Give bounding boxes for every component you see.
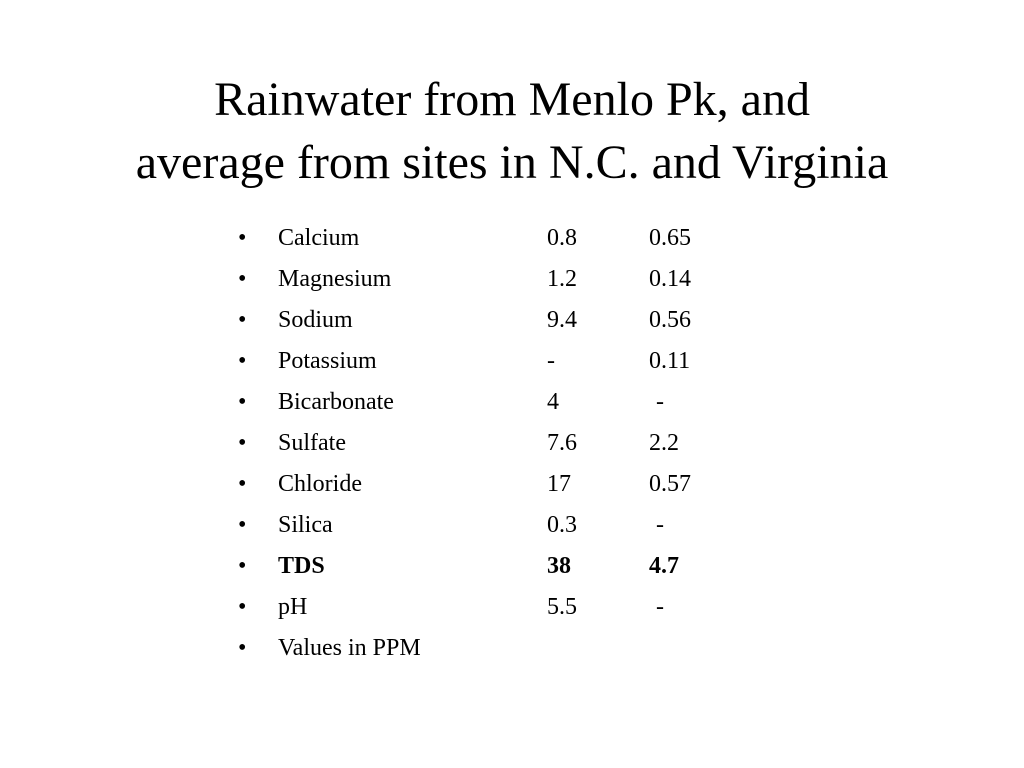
title-line-2: average from sites in N.C. and Virginia — [135, 136, 889, 189]
bullet-icon: • — [238, 553, 247, 579]
slide-title — [0, 68, 1024, 194]
nc-va-value: 0.56 — [649, 307, 691, 333]
bullet-icon: • — [238, 512, 247, 538]
units-note: Values in PPM — [278, 635, 421, 661]
bullet-icon: • — [238, 225, 247, 251]
bullet-icon: • — [238, 266, 247, 292]
menlo-pk-value: 38 — [547, 553, 571, 579]
menlo-pk-value: - — [547, 348, 555, 374]
item-label: Magnesium — [278, 266, 392, 292]
bullet-icon: • — [238, 430, 247, 456]
nc-va-value: 0.11 — [649, 348, 691, 374]
item-label: Calcium — [278, 225, 360, 251]
item-label: Sulfate — [278, 430, 346, 456]
item-label: Bicarbonate — [278, 389, 394, 415]
item-label: Silica — [278, 512, 333, 538]
menlo-pk-value: 17 — [547, 471, 571, 497]
item-label: Sodium — [278, 307, 353, 333]
item-label: TDS — [278, 553, 325, 579]
nc-va-value: 4.7 — [649, 553, 679, 579]
list-item-magnesium — [238, 261, 798, 302]
list-item-potassium — [238, 343, 798, 384]
item-label: Chloride — [278, 471, 362, 497]
bullet-icon: • — [238, 307, 247, 333]
nc-va-value: 0.14 — [649, 266, 691, 292]
list-item-units-note — [238, 630, 798, 671]
bullet-icon: • — [238, 389, 247, 415]
bullet-icon: • — [238, 635, 247, 661]
list-item-sodium — [238, 302, 798, 343]
list-item-chloride — [238, 466, 798, 507]
bullet-icon: • — [238, 348, 247, 374]
list-item-sulfate — [238, 425, 798, 466]
menlo-pk-value: 1.2 — [547, 266, 577, 292]
nc-va-value: - — [656, 594, 664, 620]
nc-va-value: 0.57 — [649, 471, 691, 497]
menlo-pk-value: 0.8 — [547, 225, 577, 251]
menlo-pk-value: 9.4 — [547, 307, 577, 333]
nc-va-value: 0.65 — [649, 225, 691, 251]
list-item-silica — [238, 507, 798, 548]
item-label: Potassium — [278, 348, 377, 374]
bullet-icon: • — [238, 471, 247, 497]
nc-va-value: 2.2 — [649, 430, 679, 456]
water-chemistry-list — [238, 220, 798, 671]
list-item-calcium — [238, 220, 798, 261]
bullet-icon: • — [238, 594, 247, 620]
list-item-bicarbonate — [238, 384, 798, 425]
title-line-1: Rainwater from Menlo Pk, and — [214, 73, 810, 126]
menlo-pk-value: 0.3 — [547, 512, 577, 538]
menlo-pk-value: 5.5 — [547, 594, 577, 620]
menlo-pk-value: 7.6 — [547, 430, 577, 456]
nc-va-value: - — [656, 512, 664, 538]
item-label: pH — [278, 594, 308, 620]
menlo-pk-value: 4 — [547, 389, 559, 415]
nc-va-value: - — [656, 389, 664, 415]
list-item-tds — [238, 548, 798, 589]
list-item-ph — [238, 589, 798, 630]
